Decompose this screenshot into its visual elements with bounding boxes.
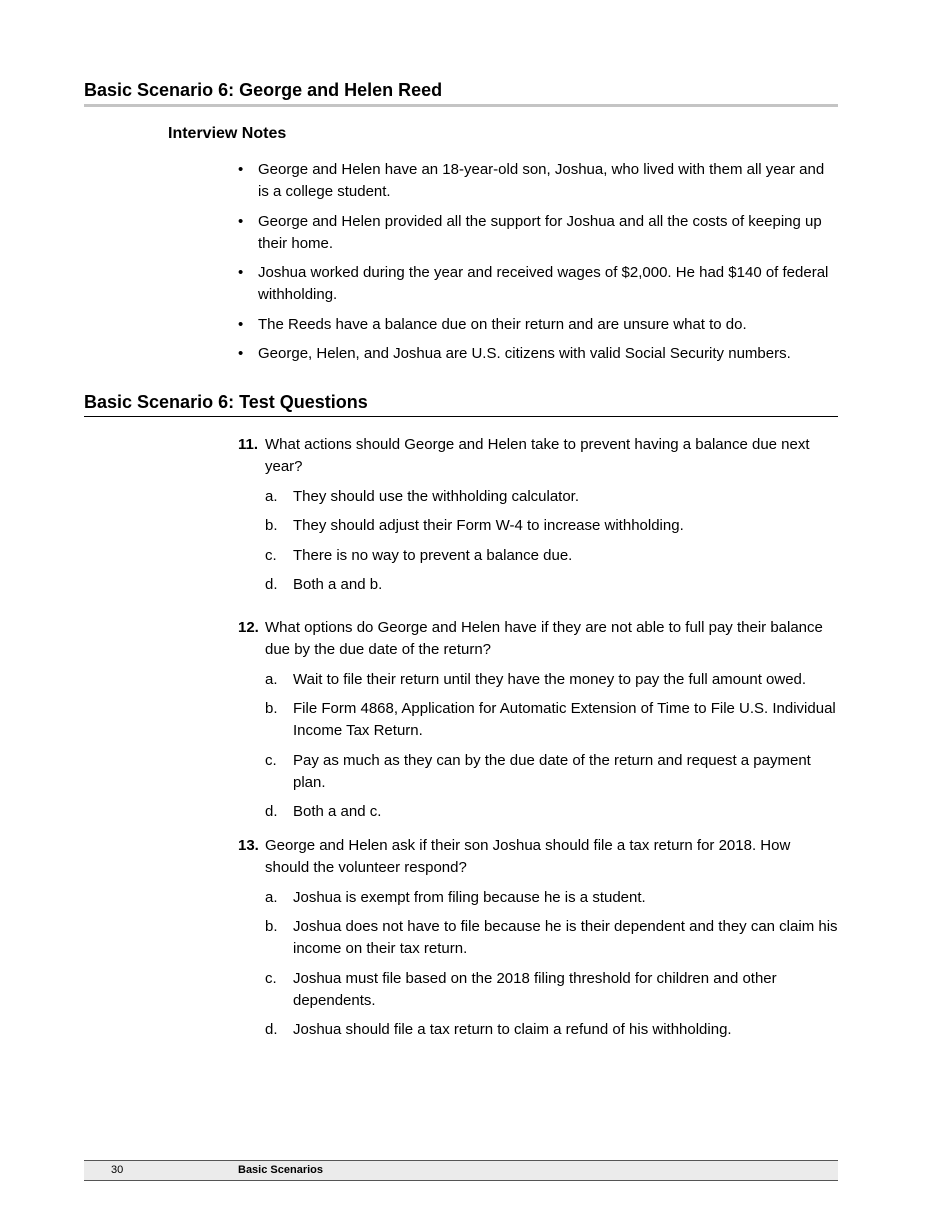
option-letter: b. [265,700,278,717]
option-letter: b. [265,918,278,935]
question-11 [238,434,838,604]
bullet-icon: • [238,345,244,362]
option-letter: a. [265,888,278,906]
bullet-icon: • [238,264,244,281]
answer-option [238,801,838,823]
question-number: 11. [238,436,259,453]
option-letter: c. [265,546,277,564]
option-text: They should adjust their Form W-4 to increase withholding. [293,517,684,534]
option-text: Joshua does not have to file because he is their dependent and they can claim his income on their tax return. [293,918,838,957]
answer-options [238,887,838,1042]
scenario-heading: Basic Scenario 6: George and Helen Reed [84,79,838,107]
answer-option [238,486,838,508]
answer-option [238,669,838,691]
list-item [238,262,834,306]
answer-option [238,574,838,596]
question-number: 12. [238,619,259,636]
answer-option [238,887,838,909]
answer-option [238,968,838,1012]
note-text: George, Helen, and Joshua are U.S. citizens with valid Social Security numbers. [258,345,791,362]
test-questions-heading: Basic Scenario 6: Test Questions [84,391,838,417]
option-text: They should use the withholding calculator. [293,487,580,505]
answer-option [238,916,838,960]
option-letter: d. [265,1021,278,1038]
answer-option [238,515,838,537]
option-text: Both a and b. [293,576,383,593]
option-text: Pay as much as they can by the due date of the return and request a payment plan. [293,751,811,791]
answer-options [238,669,838,824]
option-letter: a. [265,670,278,688]
footer-title: Basic Scenarios [238,1164,323,1176]
answer-option [238,545,838,567]
interview-notes-title: Interview Notes [168,125,287,142]
note-text: George and Helen provided all the support for Joshua and all the costs of keeping up their home. [258,212,822,252]
note-text: Joshua worked during the year and received wages of $2,000. He had $140 of federal withholding. [258,264,829,303]
option-letter: d. [265,803,278,820]
option-letter: d. [265,576,278,593]
option-text: Joshua is exempt from filing because he is a student. [293,888,646,906]
option-text: Joshua should file a tax return to claim a refund of his withholding. [293,1021,732,1038]
list-item [238,211,834,255]
question-stem [238,617,838,661]
list-item [238,159,834,203]
option-letter: c. [265,969,277,987]
option-text: Joshua must file based on the 2018 filing threshold for children and other dependents. [293,969,777,1009]
bullet-icon: • [238,212,244,230]
list-item [238,343,834,365]
option-text: Both a and c. [293,803,382,820]
answer-option [238,750,838,794]
question-text: What options do George and Helen have if they are not able to full pay their balance due by the due date of the return? [265,619,823,658]
option-letter: a. [265,487,278,505]
bullet-icon: • [238,315,244,333]
note-text: The Reeds have a balance due on their return and are unsure what to do. [258,315,747,333]
interview-notes-list [238,159,834,373]
question-text: What actions should George and Helen take to prevent having a balance due next year? [265,436,810,475]
answer-options [238,486,838,597]
option-text: There is no way to prevent a balance due. [293,546,573,564]
option-text: Wait to file their return until they have the money to pay the full amount owed. [293,670,807,688]
bullet-icon: • [238,161,244,178]
question-12 [238,617,838,831]
list-item [238,314,834,336]
note-text: George and Helen have an 18-year-old son, Joshua, who lived with them all year and is a college student. [258,161,825,200]
question-13 [238,835,838,1049]
question-stem [238,434,838,478]
answer-option [238,698,838,742]
question-stem [238,835,838,879]
question-text: George and Helen ask if their son Joshua should file a tax return for 2018. How should the volunteer respond? [265,837,791,876]
question-number: 13. [238,837,259,854]
option-letter: c. [265,751,277,769]
option-letter: b. [265,517,278,534]
option-text: File Form 4868, Application for Automatic Extension of Time to File U.S. Individual Income Tax Return. [293,700,836,739]
page-footer [84,1160,838,1181]
page-number: 30 [111,1164,124,1176]
answer-option [238,1019,838,1041]
